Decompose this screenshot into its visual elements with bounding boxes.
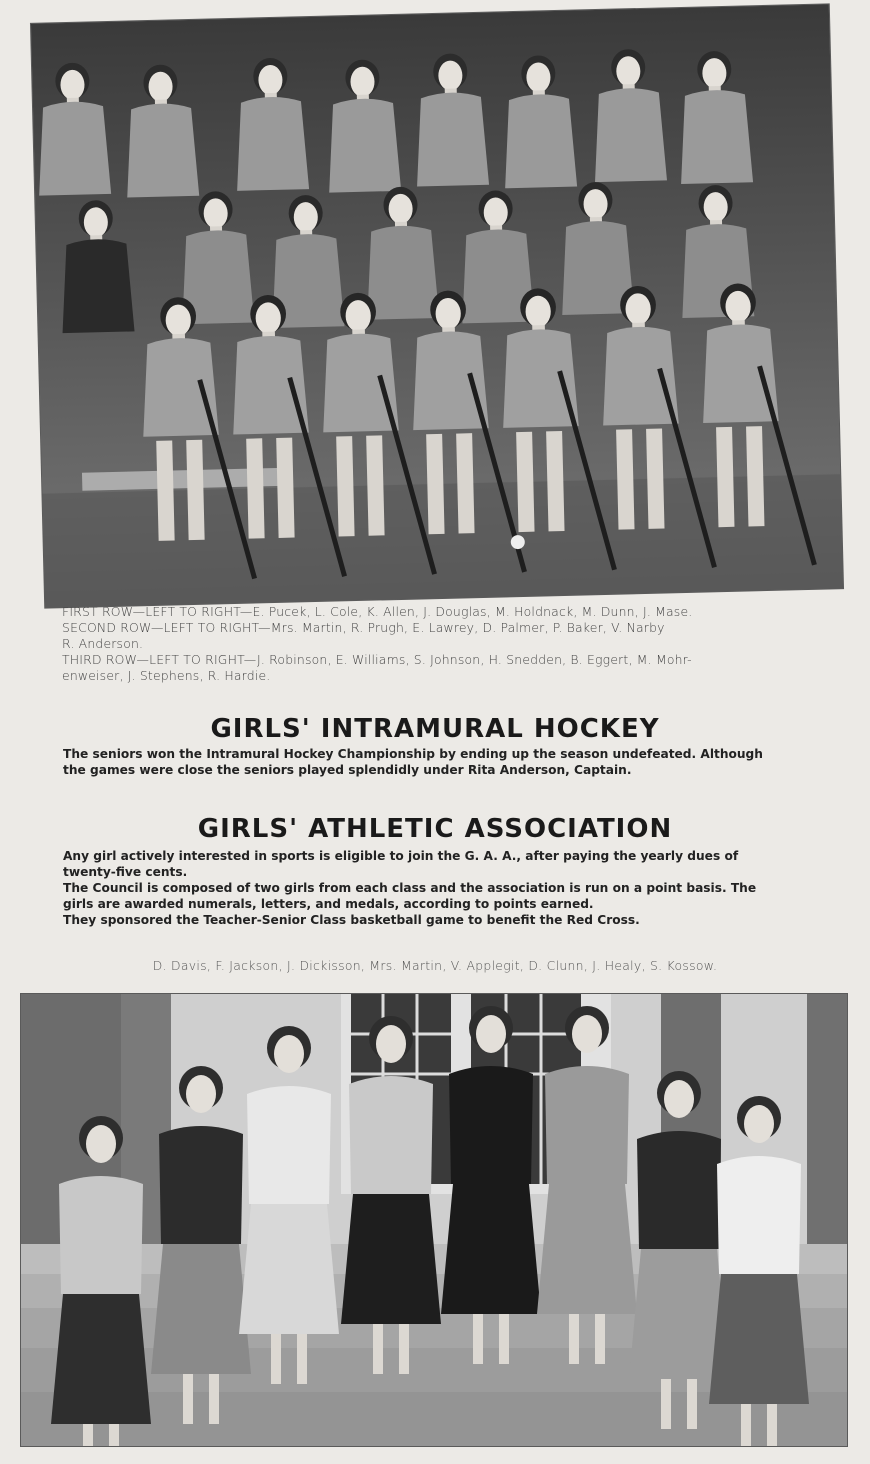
hockey-team-photo-graphic [31,4,843,607]
player-leg [426,434,444,534]
player-leg [646,429,664,529]
hockey-body-line: the games were close the seniors played splendidly under Rita Anderson, Captain. [63,763,632,777]
hockey-body-line: The seniors won the Intramural Hockey Championship by ending up the season undefeated. Although [63,747,763,761]
caption-first-row: FIRST ROW—LEFT TO RIGHT—E. Pucek, L. Cole, K. Allen, J. Douglas, M. Holdnack, M. Dunn, J. Mase. [62,604,693,619]
gaa-heading: GIRLS' ATHLETIC ASSOCIATION [197,814,673,844]
player-leg [616,429,634,529]
player-leg [246,438,264,538]
caption-third-row-cont: enweiser, J. Stephens, R. Hardie. [62,668,271,683]
player-leg [746,426,764,526]
hockey-team-photo [31,4,843,607]
gaa-body-line: The Council is composed of two girls from each class and the association is run on a point basis. The [63,881,757,895]
hockey-heading: GIRLS' INTRAMURAL HOCKEY [210,714,660,744]
gaa-council-photo [21,994,847,1446]
gaa-body-line: twenty-five cents. [63,865,188,879]
hockey-photo-caption [62,604,822,684]
player-leg [516,432,534,532]
player-leg [336,436,354,536]
gaa-body-line: Any girl actively interested in sports is eligible to join the G. A. A., after paying the yearly dues of [63,849,739,863]
player-leg [366,435,384,535]
gaa-body [63,848,815,928]
player-leg [456,433,474,533]
hockey-body [63,746,815,778]
player-leg [156,441,174,541]
gaa-body-line: girls are awarded numerals, letters, and medals, according to points earned. [63,897,594,911]
player-leg [186,440,204,540]
caption-second-row-cont: R. Anderson. [62,636,144,651]
gaa-photo-caption: D. Davis, F. Jackson, J. Dickisson, Mrs. Martin, V. Applegit, D. Clunn, J. Healy, S. Kossow. [152,958,718,973]
player-leg [276,438,294,538]
gaa-council-photo-graphic [21,994,847,1446]
player-leg [546,431,564,531]
player-leg [716,427,734,527]
caption-third-row: THIRD ROW—LEFT TO RIGHT—J. Robinson, E. Williams, S. Johnson, H. Snedden, B. Eggert, M. Mohr- [62,652,692,667]
gaa-body-line: They sponsored the Teacher-Senior Class basketball game to benefit the Red Cross. [63,913,640,927]
caption-second-row: SECOND ROW—LEFT TO RIGHT—Mrs. Martin, R. Prugh, E. Lawrey, D. Palmer, P. Baker, V. Narby [62,620,665,635]
